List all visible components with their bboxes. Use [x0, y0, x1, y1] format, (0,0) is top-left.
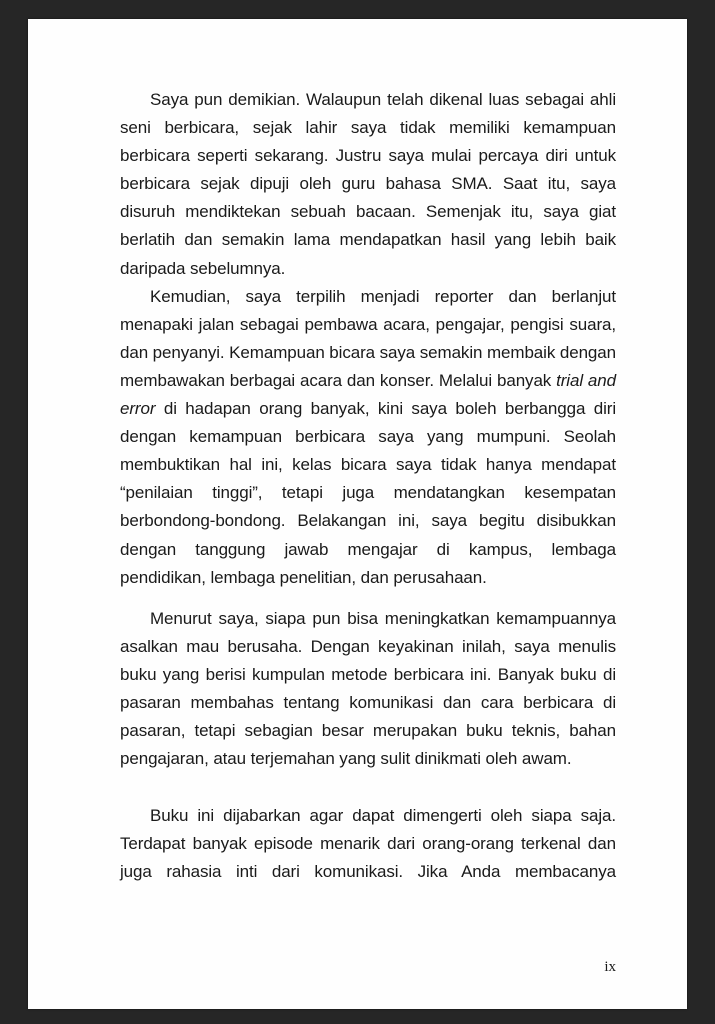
page-number: ix [604, 959, 616, 975]
text-block-middle [120, 605, 616, 774]
book-page [28, 19, 687, 1009]
paragraph-2-emphasis: trial and error [120, 370, 616, 419]
paragraph-2-end: di hadapan orang banyak, kini saya boleh berbangga diri dengan kemampuan berbicara saya yang mumpuni. Seolah membuktikan hal ini, kelas bicara saya tidak hanya mendapat “penilaian tinggi”, tetapi juga mendatangkan kesempatan berbondong-bondong. Belakangan ini, saya begitu disibukkan dengan tanggung jawab mengajar di kampus, lembaga pendidikan, lembaga penelitian, dan perusahaan. [120, 399, 616, 587]
text-block-top [120, 86, 616, 592]
text-block-bottom [120, 802, 616, 886]
paragraph-3: Menurut saya, siapa pun bisa meningkatkan kemampuannya asalkan mau berusaha. Dengan keyakinan inilah, saya menulis buku yang berisi kumpulan metode berbicara ini. Banyak buku di pasaran membahas tentang komunikasi dan cara berbicara di pasaran, tetapi sebagian besar merupakan buku teknis, bahan pengajaran, atau terjemahan yang sulit dinikmati oleh awam. [120, 609, 616, 769]
paragraph-2-start: Kemudian, saya terpilih menjadi reporter dan berlanjut menapaki jalan sebagai pembawa acara, pengajar, pengisi suara, dan penyanyi. Kemampuan bicara saya semakin membaik dengan membawakan berbagai acara dan konser. Melalui banyak [120, 286, 616, 390]
paragraph-2 [120, 283, 616, 592]
paragraph-4: Buku ini dijabarkan agar dapat dimengerti oleh siapa saja. Terdapat banyak episode menarik dari orang-orang terkenal dan juga rahasia inti dari komunikasi. Jika Anda membacanya [120, 806, 616, 882]
paragraph-1: Saya pun demikian. Walaupun telah dikenal luas sebagai ahli seni berbicara, sejak lahir saya tidak memiliki kemampuan berbicara seperti sekarang. Justru saya mulai percaya diri untuk berbicara sejak dipuji oleh guru bahasa SMA. Saat itu, saya disuruh mendiktekan sebuah bacaan. Semenjak itu, saya giat berlatih dan semakin lama mendapatkan hasil yang lebih baik daripada sebelumnya. [120, 90, 616, 278]
